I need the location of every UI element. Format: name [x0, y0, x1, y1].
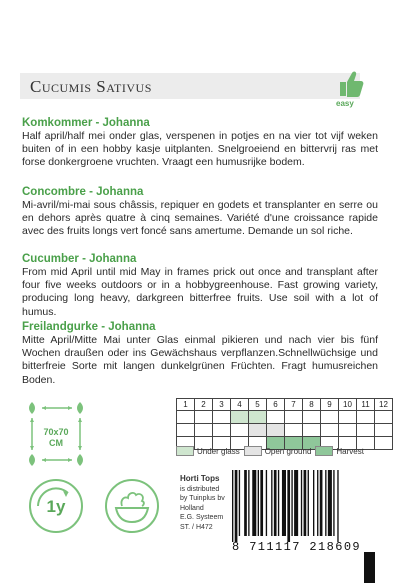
calendar-cell	[338, 411, 356, 424]
legend-swatch	[315, 446, 333, 456]
spacing-unit: CM	[49, 438, 63, 448]
barcode-bar	[232, 470, 233, 542]
barcode-bar	[260, 470, 263, 536]
barcode-bar	[258, 470, 259, 536]
spacing-icon	[24, 398, 94, 470]
distributor-line: is distributed	[180, 485, 220, 493]
barcode-bar	[320, 470, 323, 536]
calendar-cell	[302, 424, 320, 437]
annual-icon	[28, 478, 84, 534]
barcode-bar	[271, 470, 272, 536]
calendar-month-11: 11	[356, 398, 374, 411]
barcode-bar	[317, 470, 318, 536]
barcode-number: 8 711117 218609	[232, 540, 362, 554]
section-title-de: Freilandgurke - Johanna	[22, 321, 156, 333]
calendar-legend	[176, 446, 368, 456]
barcode-bar	[248, 470, 249, 536]
legend-harvest	[315, 446, 364, 456]
legend-label: Harvest	[336, 446, 364, 456]
calendar-cell	[194, 411, 212, 424]
spacing-value: 70x70	[43, 427, 69, 437]
calendar-cell	[356, 411, 374, 424]
section-body-fr: Mi-avril/mi-mai sous châssis, repiquer en godets et transplanter en serre ou en dehors après quatre à cinq semaines. Variété d'une croissance rapide avec des fruits longs vert foncé sans amertume. Demande un sol riche.	[22, 199, 378, 238]
legend-swatch	[176, 446, 194, 456]
distributor-info	[180, 474, 225, 532]
barcode-bar	[328, 470, 332, 536]
distributor-line: ST. / H472	[180, 523, 213, 531]
easy-badge: easy	[336, 99, 354, 108]
calendar-month-4: 4	[230, 398, 248, 411]
barcode-bar	[252, 470, 256, 536]
calendar-cell	[284, 411, 302, 424]
legend-under-glass	[176, 446, 240, 456]
calendar-cell	[284, 424, 302, 437]
sowing-calendar	[176, 398, 393, 450]
barcode-bar	[287, 470, 290, 542]
legend-open-ground	[244, 446, 312, 456]
distributor-name: Horti Tops	[180, 474, 220, 483]
calendar-cell	[212, 424, 230, 437]
distributor-line: E.G. Systeem	[180, 514, 224, 521]
barcode-bar	[274, 470, 277, 536]
calendar-cell	[266, 424, 284, 437]
calendar-month-8: 8	[302, 398, 320, 411]
section-title-fr: Concombre - Johanna	[22, 186, 144, 198]
barcode-bar	[239, 470, 240, 536]
barcode-bar	[301, 470, 302, 536]
barcode-bar	[235, 470, 238, 542]
barcode-bar	[294, 470, 298, 536]
barcode-bar	[244, 470, 247, 536]
barcode-bar	[337, 470, 338, 542]
calendar-row-under-glass	[176, 411, 393, 424]
calendar-cell	[356, 424, 374, 437]
calendar-cell	[320, 411, 338, 424]
legend-label: Under glass	[197, 446, 240, 456]
calendar-cell	[374, 411, 393, 424]
calendar-cell	[248, 411, 266, 424]
barcode-bar	[325, 470, 326, 536]
calendar-cell	[248, 424, 266, 437]
calendar-cell	[374, 437, 393, 450]
section-body-nl: Half april/half mei onder glas, verspenen in potjes en na vier tot vijf weken buiten of in een hobby kasje uitplanten. Snelgroeiend en bittervrij ras met forse donkergroene vruchten. Vraagt een humusrijke bodem.	[22, 130, 378, 169]
calendar-cell	[212, 411, 230, 424]
calendar-cell	[230, 411, 248, 424]
annual-label: 1y	[46, 497, 66, 516]
calendar-month-7: 7	[284, 398, 302, 411]
calendar-month-9: 9	[320, 398, 338, 411]
distributor-line: by Tuinplus bv	[180, 495, 225, 502]
barcode-bar	[282, 470, 286, 536]
distributor-line: Holland	[180, 504, 204, 512]
barcode-bar	[266, 470, 267, 536]
calendar-cell	[302, 411, 320, 424]
calendar-month-3: 3	[212, 398, 230, 411]
barcode-bar	[308, 470, 309, 536]
calendar-cell	[338, 424, 356, 437]
calendar-month-1: 1	[176, 398, 194, 411]
calendar-cell	[266, 411, 284, 424]
calendar-month-header	[176, 398, 393, 411]
calendar-row-open-ground	[176, 424, 393, 437]
legend-swatch	[244, 446, 262, 456]
barcode	[228, 470, 380, 542]
calendar-cell	[176, 411, 194, 424]
barcode-bar	[313, 470, 314, 536]
calendar-month-12: 12	[374, 398, 393, 411]
black-marker-bar	[364, 552, 375, 583]
section-body-en: From mid April until mid May in frames prick out once and transplant after four five weeks outdoors or in a hobbygreenhouse. Fast growing variety, producing long heavy, darkgreen bitterfree fruits. Use soil with a lot of humus.	[22, 266, 378, 318]
calendar-cell	[176, 424, 194, 437]
section-title-nl: Komkommer - Johanna	[22, 117, 150, 129]
section-body-de: Mitte April/Mitte Mai unter Glas einmal pikieren und nach vier bis fünf Wochen draußen oder ins Gewächshaus verpflanzen.Schnellwüchsige und bitterfreie Sorte mit langen dunkelgrünen Früchten. Fragt humusreichen Boden.	[22, 334, 378, 386]
barcode-bar	[291, 470, 292, 536]
calendar-cell	[230, 424, 248, 437]
section-title-en: Cucumber - Johanna	[22, 253, 137, 265]
barcode-bar	[304, 470, 307, 536]
harvest-bowl-icon	[104, 478, 160, 534]
barcode-bar	[278, 470, 279, 536]
calendar-cell	[320, 424, 338, 437]
calendar-month-2: 2	[194, 398, 212, 411]
latin-name: Cucumis Sativus	[30, 77, 152, 96]
calendar-month-10: 10	[338, 398, 356, 411]
calendar-month-6: 6	[266, 398, 284, 411]
legend-label: Open ground	[264, 446, 312, 456]
calendar-cell	[194, 424, 212, 437]
calendar-cell	[374, 424, 393, 437]
barcode-bar	[333, 470, 334, 536]
calendar-month-5: 5	[248, 398, 266, 411]
